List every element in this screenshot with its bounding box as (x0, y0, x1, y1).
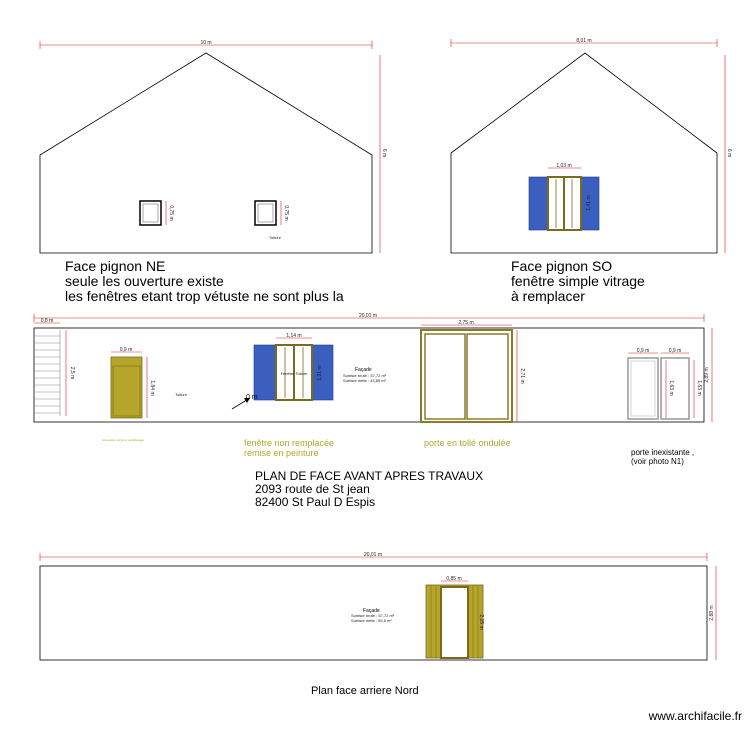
window-caption-line-1: fenêtre non remplacée (244, 438, 335, 448)
front-window-height: 1,21 m (317, 365, 323, 381)
rear-height-label: 2,88 m (709, 605, 715, 621)
ne-floor-tag: Toiture (268, 235, 282, 240)
elevation-so (451, 38, 732, 253)
right-door-2-width: 0,9 m (668, 348, 682, 354)
window-caption (244, 438, 334, 458)
right-door-1-width: 0,9 m (636, 348, 650, 354)
ne-window-2-dim: 0,75 m (283, 205, 289, 221)
ne-height-label: 6 m (381, 148, 387, 158)
right-door-caption-line-2: (voir photo N1) (631, 457, 684, 466)
level-arrow-label: 0 m (246, 394, 258, 401)
front-facade-gross: Surface brute : 57,72 m² (343, 373, 387, 378)
front-shutter-left (254, 345, 276, 400)
front-width-label: 20,01 m (358, 313, 378, 319)
so-note-line-1: Face pignon SO (511, 258, 613, 274)
rear-plan (40, 552, 716, 660)
ne-note-line-2: seule les ouverture existe (65, 273, 224, 289)
front-facade-title: Façade (355, 367, 372, 373)
rear-door-height: 2,15 m (478, 614, 484, 630)
so-note-line-3: à remplacer (511, 288, 585, 304)
rear-facade-title: Façade (363, 608, 380, 614)
front-plan (34, 313, 712, 422)
right-door-caption (631, 448, 694, 466)
big-door-width: 2,75 m (458, 320, 474, 326)
rear-facade-net: Surface nette : 55,6 m² (351, 618, 392, 623)
ne-width-label: 10 m (200, 40, 212, 46)
rear-width-label: 20,01 m (363, 552, 383, 558)
elevation-ne (40, 40, 387, 253)
so-window-height: 1,41 m (586, 195, 592, 211)
front-room-tag: Toiture (174, 392, 188, 397)
front-facade-net: Surface nette : 43,89 m² (343, 378, 386, 383)
front-right-door-2 (661, 358, 689, 419)
stair-height-label: 2,5 m (69, 366, 75, 380)
stair-width-label: 0,8 m (40, 318, 54, 324)
front-window-width: 1,14 m (286, 333, 302, 339)
ne-wall-outline (40, 53, 372, 253)
front-title-line-3: 82400 St Paul D Espis (255, 495, 376, 509)
front-title-line-1: PLAN DE FACE AVANT APRES TRAVAUX (255, 469, 484, 483)
watermark: www.archifacile.fr (648, 709, 742, 723)
staircase (34, 330, 60, 416)
rear-door (441, 587, 468, 658)
so-window-width: 1,03 m (556, 163, 572, 169)
right-side-height: 1,63 m (696, 380, 702, 396)
so-note-line-2: fenêtre simple vitrage (511, 273, 645, 289)
so-height-label: 6 m (726, 148, 732, 158)
ne-note-line-1: Face pignon NE (65, 258, 166, 274)
door1-width-label: 0,9 m (119, 347, 133, 353)
ne-note-line-3: les fenêtres etant trop vétuste ne sont plus la (65, 288, 344, 304)
so-shutter-left (529, 177, 548, 230)
front-title-block (255, 470, 483, 509)
front-height-label: 2,89 m (704, 367, 710, 383)
front-title-line-2: 2093 route de St jean (255, 482, 370, 496)
so-note (511, 259, 645, 304)
so-width-label: 8,01 m (576, 38, 592, 44)
rear-caption: Plan face arriere Nord (311, 685, 419, 697)
big-door-height: 2,71 m (519, 368, 525, 384)
front-window-inner: Fenêtre Toiture (280, 371, 308, 376)
right-door-height: 1,63 m (668, 380, 674, 396)
right-door-caption-line-1: porte inexistante , (631, 448, 695, 457)
window-caption-line-2: remise en peinture (244, 448, 319, 458)
rear-facade-gross: Surface brute : 57,72 m² (351, 613, 395, 618)
ne-window-1-dim: 0,75 m (168, 205, 174, 221)
ne-note (65, 259, 344, 304)
door1-caption: rénovation porte et remplissage (102, 438, 145, 442)
rear-door-width: 0,85 m (446, 576, 462, 582)
big-door-caption: porte en tollé ondulée (424, 438, 511, 448)
door1-height-label: 1,84 m (149, 380, 155, 396)
